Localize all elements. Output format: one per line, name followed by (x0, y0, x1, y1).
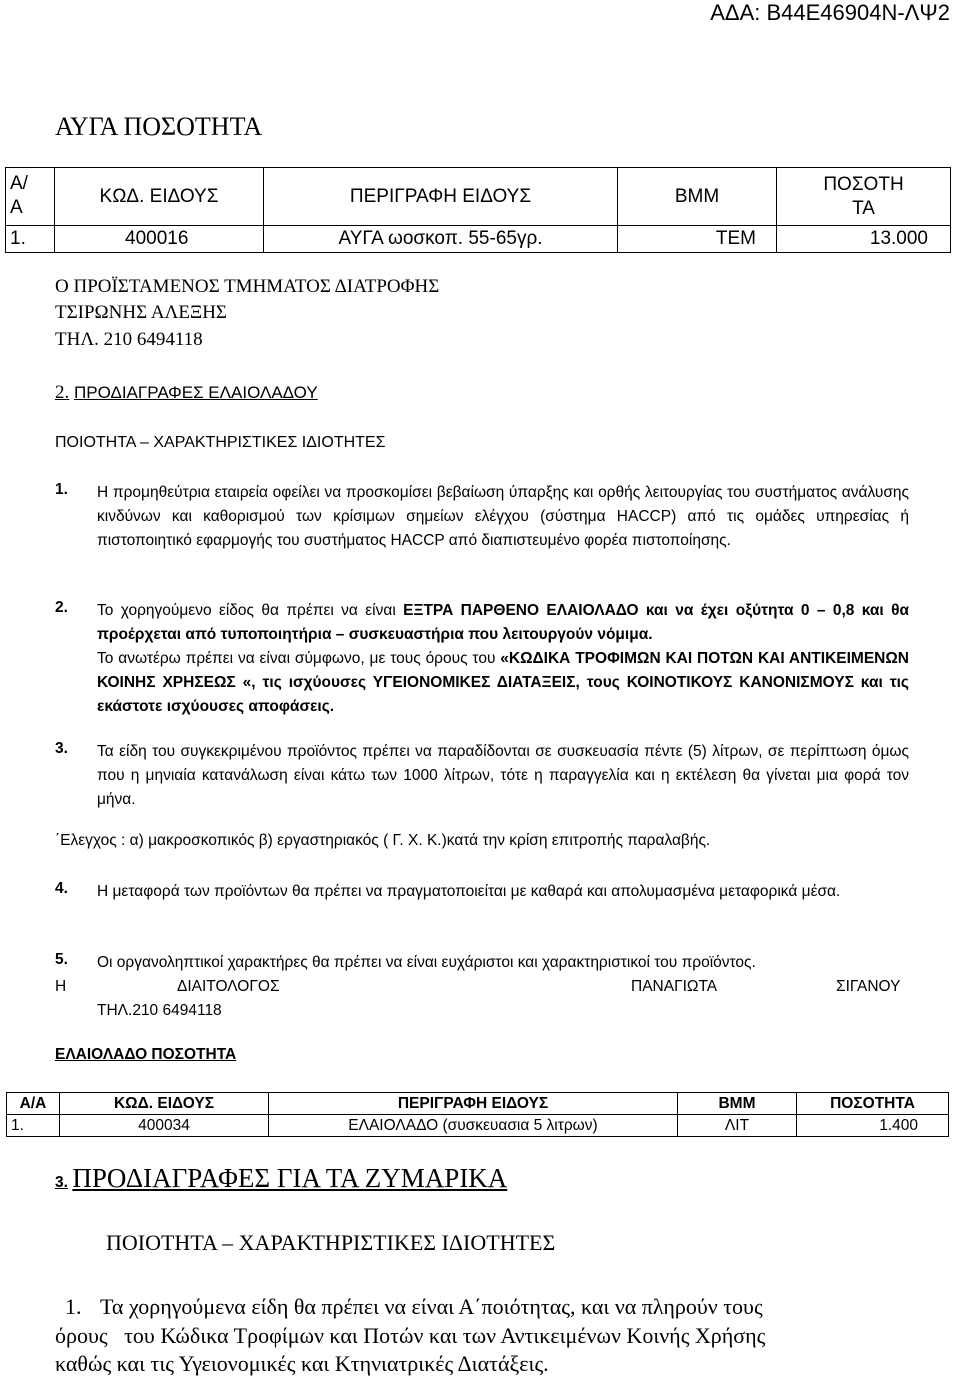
item-number: 1. (55, 481, 68, 498)
header-cell: ΠΕΡΙΓΡΑΦΗ ΕΙΔΟΥΣ (269, 1093, 678, 1115)
item-text: Η προμηθεύτρια εταιρεία οφείλει να προσκομίσει βεβαίωση ύπαρξης και ορθής λειτουργίας του συστήματος ανάλυσης κινδύνων και καθορισμού των κρίσιμων σημείων ελέγχου (σύστημα HACCP) από τις ομάδες υπηρεσίας ή πιστοποιητικό εφαρμογής του συστήματος HACCP από διαπιστευμένο φορέα πιστοποίησης. (97, 484, 909, 549)
item-number: 3. (55, 740, 68, 757)
table-row (6, 226, 951, 253)
table-cell: ΑΥΓΑ ωοσκοπ. 55-65γρ. (264, 226, 618, 253)
oil-qty-table (6, 1092, 949, 1137)
oil-item-1 (97, 481, 909, 553)
table-cell: 1. (7, 1115, 60, 1137)
pasta-section-heading (55, 1163, 507, 1194)
eggs-table (5, 167, 951, 253)
signature-article: Η (55, 978, 67, 995)
signature-first-name: ΠΑΝΑΓΙΩΤΑ (631, 978, 718, 995)
section-number: 2. (55, 382, 70, 403)
table-cell: 1.400 (797, 1115, 949, 1137)
table-cell: ΛΙΤ (678, 1115, 797, 1137)
signature-last-name: ΣΙΓΑΝΟΥ (836, 978, 901, 995)
item-number: 1. (65, 1294, 82, 1319)
section-heading: ΠΡΟΔΙΑΓΡΑΦΕΣ ΕΛΑΙΟΛΑΔΟΥ (73, 383, 318, 402)
oil-item-2 (97, 599, 909, 719)
header-cell: Α/ Α (6, 168, 55, 226)
pasta-subheading: ΠΟΙΟΤΗΤΑ – ΧΑΡΑΚΤΗΡΙΣΤΙΚΕΣ ΙΔΙΟΤΗΤΕΣ (106, 1230, 556, 1255)
header-cell: ΠΟΣΟΤΗΤΑ (797, 1093, 949, 1115)
table-header-row (6, 168, 951, 226)
signature-role: ΔΙΑΙΤΟΛΟΓΟΣ (177, 978, 280, 995)
table-cell: 1. (6, 226, 55, 253)
oil-item-5: Οι οργανοληπτικοί χαρακτήρες θα πρέπει να είναι ευχάριστοι και χαρακτηριστικοί του προϊόντος. (97, 954, 756, 971)
item-number: 5. (55, 951, 68, 968)
header-cell: ΒΜΜ (618, 168, 777, 226)
pasta-item-line: όρους του Κώδικα Τροφίμων και Ποτών και των Αντικειμένων Κοινής Χρήσης (55, 1323, 766, 1348)
table-cell: 400016 (55, 226, 264, 253)
table-cell: 13.000 (777, 226, 951, 253)
oil-section-heading (55, 382, 322, 404)
signature-name: ΤΣΙΡΩΝΗΣ ΑΛΕΞΗΣ (55, 302, 227, 323)
item-text: Το χορηγούμενο είδος θα πρέπει να είναι (97, 602, 404, 619)
table-cell: 400034 (60, 1115, 269, 1137)
item-text-bold: «ΚΩΔΙΚΑ ΤΡΟΦΙΜΩΝ ΚΑΙ ΠΟΤΩΝ ΚΑΙ ΑΝΤΙΚΕΙΜΕΝΩΝ ΚΟΙΝΗΣ ΧΡΗΣΕΩΣ «, τις ισχύουσες ΥΓΕΙΟΝΟΜΙΚΕΣ ΔΙΑΤΑΞΕΙΣ, τους ΚΟΙΝΟΤΙΚΟΥΣ ΚΑΝΟΝΙΣΜΟΥΣ και τις εκάστοτε ισχύουσες αποφάσεις. (97, 650, 909, 715)
oil-qty-title: ΕΛΑΙΟΛΑΔΟ ΠΟΣΟΤΗΤΑ (55, 1046, 237, 1063)
section-heading: ΠΡΟΔΙΑΓΡΑΦΕΣ ΓΙΑ ΤΑ ΖΥΜΑΡΙΚΑ (72, 1163, 508, 1193)
item-text: Τα είδη του συγκεκριμένου προϊόντος πρέπει να παραδίδονται σε συσκευασία πέντε (5) λίτρων, σε περίπτωση όμως που η μηνιαία κατανάλωση είναι κάτω των 1000 λίτρων, τότε η παραγγελία και η εκτέλεση θα γίνεται μια φορά τον μήνα. (97, 743, 909, 808)
item-number: 2. (55, 599, 68, 616)
table-cell: ΕΛΑΙΟΛΑΔΟ (συσκευασια 5 λιτρων) (269, 1115, 678, 1137)
signature-phone: ΤΗΛ.210 6494118 (97, 1002, 222, 1019)
item-text-bold: ΕΞΤΡΑ ΠΑΡΘΕΝΟ ΕΛΑΙΟΛΑΔΟ και να έχει οξύτητα 0 – 0,8 και θα προέρχεται από τυποποιητήρια – συσκευαστήρια που λειτουργούν νόμιμα. (97, 602, 909, 643)
item-text: Η μεταφορά των προϊόντων θα πρέπει να πραγματοποιείται με καθαρά και απολυμασμένα μεταφορικά μέσα. (97, 883, 841, 900)
document-reference: ΑΔΑ: Β44Ε46904Ν-ΛΨ2 (710, 0, 950, 25)
item-number: 4. (55, 880, 68, 897)
section-number: 3. (55, 1174, 68, 1191)
item-text: Το ανωτέρω πρέπει να είναι σύμφωνο, με τους όρους του (97, 650, 501, 667)
control-text: ΄Ελεγχος : α) μακροσκοπικός β) εργαστηριακός ( Γ. Χ. Κ.)κατά την κρίση επιτροπής παραλαβής. (55, 832, 711, 849)
header-cell: ΒΜΜ (678, 1093, 797, 1115)
oil-subheading: ΠΟΙΟΤΗΤΑ – ΧΑΡΑΚΤΗΡΙΣΤΙΚΕΣ ΙΔΙΟΤΗΤΕΣ (55, 434, 386, 451)
header-cell: ΠΕΡΙΓΡΑΦΗ ΕΙΔΟΥΣ (264, 168, 618, 226)
table-row (7, 1115, 949, 1137)
oil-item-4 (97, 880, 909, 904)
signature-phone: ΤΗΛ. 210 6494118 (55, 329, 203, 350)
pasta-item-line: Τα χορηγούμενα είδη θα πρέπει να είναι Α΄ποιότητας, και να πληρούν τους (100, 1294, 763, 1319)
header-cell: Α/Α (7, 1093, 60, 1115)
oil-item-3 (97, 740, 909, 812)
eggs-title: ΑΥΓΑ ΠΟΣΟΤΗΤΑ (55, 112, 263, 141)
pasta-item-line: καθώς και τις Υγειονομικές και Κτηνιατρικές Διατάξεις. (55, 1351, 549, 1376)
header-cell: ΠΟΣΟΤΗ ΤΑ (777, 168, 951, 226)
table-cell: ΤΕΜ (618, 226, 777, 253)
header-cell: ΚΩΔ. ΕΙΔΟΥΣ (55, 168, 264, 226)
table-header-row (7, 1093, 949, 1115)
signature-title: Ο ΠΡΟΪΣΤΑΜΕΝΟΣ ΤΜΗΜΑΤΟΣ ΔΙΑΤΡΟΦΗΣ (55, 276, 440, 297)
header-cell: ΚΩΔ. ΕΙΔΟΥΣ (60, 1093, 269, 1115)
